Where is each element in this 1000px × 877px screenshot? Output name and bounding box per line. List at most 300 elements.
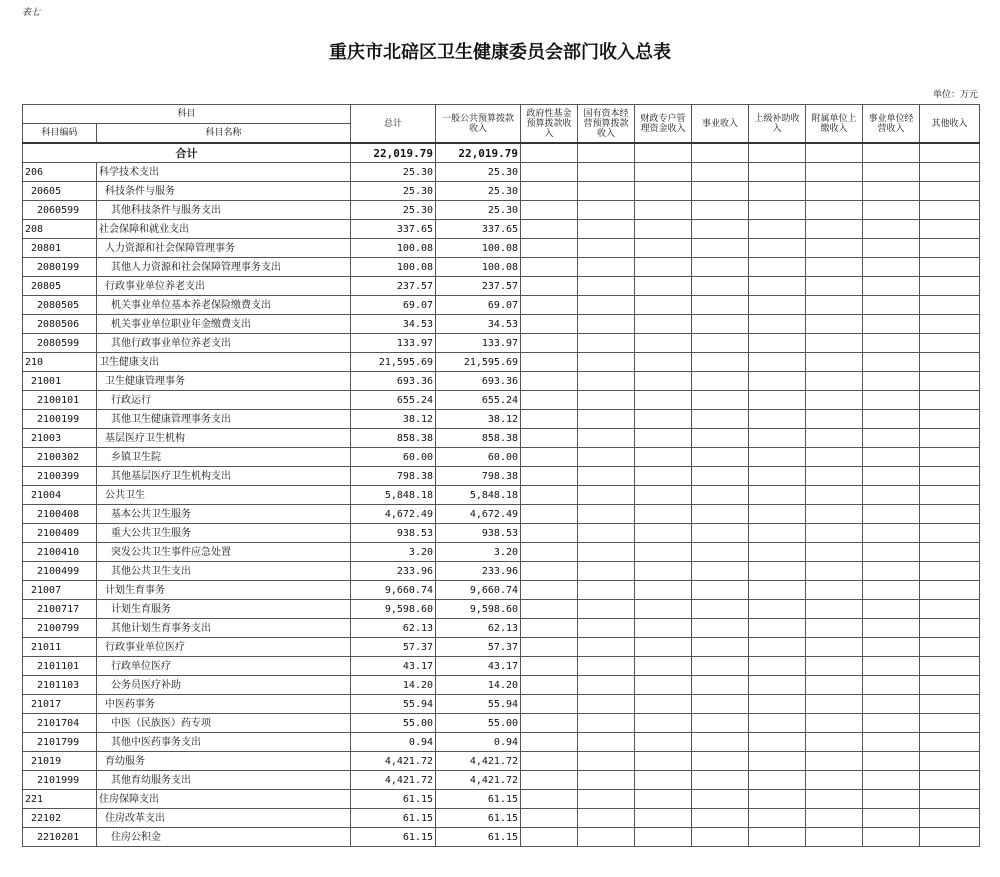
row-total: 55.94 bbox=[351, 695, 436, 714]
row-name: 卫生健康管理事务 bbox=[97, 372, 351, 391]
empty-cell bbox=[521, 657, 578, 676]
empty-cell bbox=[578, 790, 635, 809]
row-name: 基本公共卫生服务 bbox=[97, 505, 351, 524]
empty-cell bbox=[521, 315, 578, 334]
empty-cell bbox=[806, 182, 863, 201]
empty-cell bbox=[863, 391, 920, 410]
empty-cell bbox=[635, 581, 692, 600]
empty-cell bbox=[692, 790, 749, 809]
table-row bbox=[23, 809, 980, 828]
row-general: 43.17 bbox=[436, 657, 521, 676]
empty-cell bbox=[635, 163, 692, 182]
table-row bbox=[23, 410, 980, 429]
row-code: 20801 bbox=[23, 239, 97, 258]
empty-cell bbox=[521, 695, 578, 714]
empty-cell bbox=[635, 600, 692, 619]
row-name: 其他育幼服务支出 bbox=[97, 771, 351, 790]
empty-cell bbox=[635, 429, 692, 448]
empty-cell bbox=[692, 334, 749, 353]
empty-cell bbox=[635, 771, 692, 790]
empty-cell bbox=[920, 163, 980, 182]
row-total: 693.36 bbox=[351, 372, 436, 391]
row-name: 卫生健康支出 bbox=[97, 353, 351, 372]
empty-cell bbox=[749, 771, 806, 790]
empty-cell bbox=[635, 334, 692, 353]
empty-cell bbox=[920, 201, 980, 220]
empty-cell bbox=[863, 600, 920, 619]
empty-cell bbox=[806, 638, 863, 657]
empty-cell bbox=[692, 201, 749, 220]
empty-cell bbox=[920, 809, 980, 828]
header-affiliated-income: 附属单位上缴收入 bbox=[806, 105, 863, 144]
empty-cell bbox=[578, 505, 635, 524]
empty-cell bbox=[863, 676, 920, 695]
empty-cell bbox=[635, 562, 692, 581]
row-name: 住房公积金 bbox=[97, 828, 351, 847]
row-name: 机关事业单位基本养老保险缴费支出 bbox=[97, 296, 351, 315]
row-code: 20605 bbox=[23, 182, 97, 201]
row-general: 337.65 bbox=[436, 220, 521, 239]
empty-cell bbox=[749, 600, 806, 619]
empty-cell bbox=[749, 315, 806, 334]
row-name: 公务员医疗补助 bbox=[97, 676, 351, 695]
row-name: 科学技术支出 bbox=[97, 163, 351, 182]
row-name: 科技条件与服务 bbox=[97, 182, 351, 201]
empty-cell bbox=[749, 296, 806, 315]
empty-cell bbox=[692, 695, 749, 714]
row-general: 55.00 bbox=[436, 714, 521, 733]
row-total: 21,595.69 bbox=[351, 353, 436, 372]
table-row bbox=[23, 182, 980, 201]
empty-cell bbox=[749, 372, 806, 391]
row-general: 5,848.18 bbox=[436, 486, 521, 505]
empty-cell bbox=[521, 600, 578, 619]
empty-cell bbox=[749, 619, 806, 638]
row-total: 25.30 bbox=[351, 163, 436, 182]
empty-cell bbox=[863, 277, 920, 296]
row-total: 3.20 bbox=[351, 543, 436, 562]
empty-cell bbox=[578, 353, 635, 372]
empty-cell bbox=[920, 562, 980, 581]
row-name: 基层医疗卫生机构 bbox=[97, 429, 351, 448]
total-general: 22,019.79 bbox=[436, 143, 521, 163]
empty-cell bbox=[578, 182, 635, 201]
empty-cell bbox=[692, 752, 749, 771]
empty-cell bbox=[863, 619, 920, 638]
empty-cell bbox=[863, 334, 920, 353]
empty-cell bbox=[692, 486, 749, 505]
row-code: 21001 bbox=[23, 372, 97, 391]
empty-cell bbox=[635, 828, 692, 847]
empty-cell bbox=[749, 258, 806, 277]
empty-cell bbox=[863, 524, 920, 543]
empty-cell bbox=[920, 258, 980, 277]
empty-cell bbox=[863, 163, 920, 182]
empty-cell bbox=[749, 809, 806, 828]
empty-cell bbox=[920, 790, 980, 809]
row-total: 62.13 bbox=[351, 619, 436, 638]
empty-cell bbox=[521, 562, 578, 581]
empty-cell bbox=[806, 315, 863, 334]
empty-cell bbox=[806, 353, 863, 372]
empty-cell bbox=[521, 296, 578, 315]
empty-cell bbox=[521, 524, 578, 543]
empty-cell bbox=[920, 581, 980, 600]
empty-cell bbox=[806, 258, 863, 277]
empty-cell bbox=[863, 353, 920, 372]
empty-cell bbox=[863, 505, 920, 524]
header-name: 科目名称 bbox=[97, 124, 351, 144]
empty-cell bbox=[692, 638, 749, 657]
table-row bbox=[23, 828, 980, 847]
empty-cell bbox=[920, 486, 980, 505]
row-name: 其他人力资源和社会保障管理事务支出 bbox=[97, 258, 351, 277]
empty-cell bbox=[578, 695, 635, 714]
empty-cell bbox=[635, 505, 692, 524]
row-general: 237.57 bbox=[436, 277, 521, 296]
table-row bbox=[23, 505, 980, 524]
table-row bbox=[23, 562, 980, 581]
empty-cell bbox=[635, 543, 692, 562]
row-total: 4,421.72 bbox=[351, 771, 436, 790]
empty-cell bbox=[692, 372, 749, 391]
empty-cell bbox=[920, 448, 980, 467]
empty-cell bbox=[920, 315, 980, 334]
row-total: 25.30 bbox=[351, 201, 436, 220]
empty-cell bbox=[806, 296, 863, 315]
row-total: 133.97 bbox=[351, 334, 436, 353]
row-total: 4,421.72 bbox=[351, 752, 436, 771]
empty-cell bbox=[863, 201, 920, 220]
empty-cell bbox=[692, 467, 749, 486]
empty-cell bbox=[806, 239, 863, 258]
empty-cell bbox=[806, 733, 863, 752]
empty-cell bbox=[920, 619, 980, 638]
empty-cell bbox=[863, 771, 920, 790]
empty-cell bbox=[578, 258, 635, 277]
empty-cell bbox=[635, 714, 692, 733]
row-total: 655.24 bbox=[351, 391, 436, 410]
row-name: 育幼服务 bbox=[97, 752, 351, 771]
row-code: 2101103 bbox=[23, 676, 97, 695]
empty-cell bbox=[920, 277, 980, 296]
row-total: 61.15 bbox=[351, 828, 436, 847]
row-general: 62.13 bbox=[436, 619, 521, 638]
row-code: 2210201 bbox=[23, 828, 97, 847]
empty-cell bbox=[692, 657, 749, 676]
row-general: 57.37 bbox=[436, 638, 521, 657]
row-general: 21,595.69 bbox=[436, 353, 521, 372]
empty-cell bbox=[749, 676, 806, 695]
empty-cell bbox=[806, 828, 863, 847]
empty-cell bbox=[635, 372, 692, 391]
empty-cell bbox=[692, 182, 749, 201]
empty-cell bbox=[635, 619, 692, 638]
row-general: 0.94 bbox=[436, 733, 521, 752]
empty-cell bbox=[692, 619, 749, 638]
row-general: 60.00 bbox=[436, 448, 521, 467]
table-row bbox=[23, 733, 980, 752]
empty-cell bbox=[749, 695, 806, 714]
row-general: 38.12 bbox=[436, 410, 521, 429]
empty-cell bbox=[578, 239, 635, 258]
empty-cell bbox=[920, 600, 980, 619]
empty-cell bbox=[806, 600, 863, 619]
empty-cell bbox=[806, 334, 863, 353]
row-general: 233.96 bbox=[436, 562, 521, 581]
row-general: 100.08 bbox=[436, 239, 521, 258]
row-total: 69.07 bbox=[351, 296, 436, 315]
empty-cell bbox=[635, 239, 692, 258]
empty-cell bbox=[635, 258, 692, 277]
row-name: 机关事业单位职业年金缴费支出 bbox=[97, 315, 351, 334]
header-state-capital: 国有资本经营预算拨款收入 bbox=[578, 105, 635, 144]
empty-cell bbox=[692, 600, 749, 619]
empty-cell bbox=[920, 239, 980, 258]
empty-cell bbox=[578, 638, 635, 657]
empty-cell bbox=[749, 562, 806, 581]
empty-cell bbox=[578, 372, 635, 391]
empty-cell bbox=[692, 562, 749, 581]
row-code: 2100408 bbox=[23, 505, 97, 524]
row-total: 38.12 bbox=[351, 410, 436, 429]
empty-cell bbox=[521, 277, 578, 296]
row-total: 61.15 bbox=[351, 790, 436, 809]
row-total: 337.65 bbox=[351, 220, 436, 239]
empty-cell bbox=[863, 695, 920, 714]
row-name: 住房改革支出 bbox=[97, 809, 351, 828]
empty-cell bbox=[692, 448, 749, 467]
empty-cell bbox=[578, 448, 635, 467]
empty-cell bbox=[635, 752, 692, 771]
row-general: 69.07 bbox=[436, 296, 521, 315]
empty-cell bbox=[920, 733, 980, 752]
row-name: 行政事业单位养老支出 bbox=[97, 277, 351, 296]
empty-cell bbox=[521, 239, 578, 258]
empty-cell bbox=[521, 163, 578, 182]
empty-cell bbox=[578, 334, 635, 353]
empty-cell bbox=[920, 220, 980, 239]
table-row bbox=[23, 277, 980, 296]
empty-cell bbox=[521, 448, 578, 467]
empty-cell bbox=[749, 163, 806, 182]
table-row bbox=[23, 201, 980, 220]
empty-cell bbox=[578, 771, 635, 790]
row-name: 行政事业单位医疗 bbox=[97, 638, 351, 657]
empty-cell bbox=[578, 809, 635, 828]
row-total: 43.17 bbox=[351, 657, 436, 676]
empty-cell bbox=[863, 315, 920, 334]
empty-cell bbox=[806, 448, 863, 467]
header-operating-income: 事业单位经营收入 bbox=[863, 105, 920, 144]
empty-cell bbox=[578, 657, 635, 676]
empty-cell bbox=[578, 676, 635, 695]
empty-cell bbox=[521, 429, 578, 448]
empty-cell bbox=[749, 505, 806, 524]
row-general: 133.97 bbox=[436, 334, 521, 353]
row-total: 798.38 bbox=[351, 467, 436, 486]
empty-cell bbox=[692, 714, 749, 733]
empty-cell bbox=[806, 771, 863, 790]
empty-cell bbox=[863, 543, 920, 562]
empty-cell bbox=[521, 258, 578, 277]
empty-cell bbox=[578, 828, 635, 847]
row-code: 21011 bbox=[23, 638, 97, 657]
empty-cell bbox=[521, 410, 578, 429]
row-name: 其他卫生健康管理事务支出 bbox=[97, 410, 351, 429]
empty-cell bbox=[521, 334, 578, 353]
empty-cell bbox=[521, 467, 578, 486]
empty-cell bbox=[863, 467, 920, 486]
header-gov-fund: 政府性基金预算拨款收入 bbox=[521, 105, 578, 144]
header-general-budget: 一般公共预算拨款收入 bbox=[436, 105, 521, 144]
empty-cell bbox=[692, 828, 749, 847]
empty-cell bbox=[521, 581, 578, 600]
table-row bbox=[23, 676, 980, 695]
row-code: 2080506 bbox=[23, 315, 97, 334]
table-row bbox=[23, 315, 980, 334]
empty-cell bbox=[863, 562, 920, 581]
row-general: 14.20 bbox=[436, 676, 521, 695]
page-title: 重庆市北碚区卫生健康委员会部门收入总表 bbox=[329, 42, 671, 63]
empty-cell bbox=[749, 277, 806, 296]
empty-cell bbox=[578, 277, 635, 296]
empty-cell bbox=[806, 562, 863, 581]
empty-cell bbox=[863, 752, 920, 771]
row-name: 其他中医药事务支出 bbox=[97, 733, 351, 752]
row-code: 2100409 bbox=[23, 524, 97, 543]
empty-cell bbox=[806, 695, 863, 714]
empty-cell bbox=[749, 467, 806, 486]
empty-cell bbox=[692, 391, 749, 410]
empty-cell bbox=[920, 410, 980, 429]
empty-cell bbox=[635, 315, 692, 334]
empty-cell bbox=[692, 733, 749, 752]
empty-cell bbox=[920, 372, 980, 391]
empty-cell bbox=[749, 638, 806, 657]
empty-cell bbox=[920, 752, 980, 771]
empty-cell bbox=[578, 296, 635, 315]
empty-cell bbox=[692, 429, 749, 448]
table-row bbox=[23, 543, 980, 562]
empty-cell bbox=[578, 752, 635, 771]
row-general: 25.30 bbox=[436, 163, 521, 182]
empty-cell bbox=[749, 581, 806, 600]
empty-cell bbox=[521, 733, 578, 752]
empty-cell bbox=[920, 334, 980, 353]
row-code: 20805 bbox=[23, 277, 97, 296]
empty-cell bbox=[692, 505, 749, 524]
empty-cell bbox=[749, 448, 806, 467]
empty-cell bbox=[806, 714, 863, 733]
row-general: 798.38 bbox=[436, 467, 521, 486]
empty-cell bbox=[749, 429, 806, 448]
row-code: 2100410 bbox=[23, 543, 97, 562]
row-name: 其他计划生育事务支出 bbox=[97, 619, 351, 638]
row-code: 2080199 bbox=[23, 258, 97, 277]
empty-cell bbox=[863, 258, 920, 277]
empty-cell bbox=[692, 771, 749, 790]
table-row bbox=[23, 581, 980, 600]
empty-cell bbox=[806, 486, 863, 505]
empty-cell bbox=[578, 391, 635, 410]
empty-cell bbox=[920, 182, 980, 201]
empty-cell bbox=[863, 638, 920, 657]
row-general: 4,421.72 bbox=[436, 771, 521, 790]
empty-cell bbox=[806, 752, 863, 771]
table-row bbox=[23, 334, 980, 353]
empty-cell bbox=[806, 619, 863, 638]
empty-cell bbox=[635, 695, 692, 714]
row-code: 206 bbox=[23, 163, 97, 182]
empty-cell bbox=[863, 239, 920, 258]
empty-cell bbox=[692, 809, 749, 828]
table-row bbox=[23, 657, 980, 676]
header-code: 科目编码 bbox=[23, 124, 97, 144]
empty-cell bbox=[806, 676, 863, 695]
row-general: 693.36 bbox=[436, 372, 521, 391]
empty-cell bbox=[635, 638, 692, 657]
row-name: 行政运行 bbox=[97, 391, 351, 410]
row-total: 57.37 bbox=[351, 638, 436, 657]
empty-cell bbox=[692, 258, 749, 277]
empty-cell bbox=[635, 467, 692, 486]
empty-cell bbox=[692, 239, 749, 258]
table-row bbox=[23, 467, 980, 486]
empty-cell bbox=[749, 201, 806, 220]
empty-cell bbox=[635, 809, 692, 828]
empty-cell bbox=[863, 809, 920, 828]
empty-cell bbox=[863, 182, 920, 201]
row-total: 9,598.60 bbox=[351, 600, 436, 619]
row-general: 25.30 bbox=[436, 201, 521, 220]
empty-cell bbox=[692, 220, 749, 239]
empty-cell bbox=[863, 657, 920, 676]
row-name: 计划生育事务 bbox=[97, 581, 351, 600]
row-general: 938.53 bbox=[436, 524, 521, 543]
header-other-income: 其他收入 bbox=[920, 105, 980, 144]
empty-cell bbox=[578, 524, 635, 543]
unit-label: 单位：万元 bbox=[932, 90, 978, 100]
empty-cell bbox=[578, 600, 635, 619]
empty-cell bbox=[692, 277, 749, 296]
row-general: 9,598.60 bbox=[436, 600, 521, 619]
row-code: 21017 bbox=[23, 695, 97, 714]
empty-cell bbox=[578, 410, 635, 429]
row-code: 221 bbox=[23, 790, 97, 809]
row-name: 社会保障和就业支出 bbox=[97, 220, 351, 239]
empty-cell bbox=[521, 771, 578, 790]
row-name: 人力资源和社会保障管理事务 bbox=[97, 239, 351, 258]
empty-cell bbox=[692, 543, 749, 562]
row-total: 4,672.49 bbox=[351, 505, 436, 524]
empty-cell bbox=[863, 581, 920, 600]
row-total: 100.08 bbox=[351, 239, 436, 258]
row-code: 210 bbox=[23, 353, 97, 372]
row-code: 208 bbox=[23, 220, 97, 239]
empty-cell bbox=[863, 486, 920, 505]
empty-cell bbox=[806, 201, 863, 220]
row-code: 2100717 bbox=[23, 600, 97, 619]
header-subject: 科目 bbox=[23, 105, 351, 124]
empty-cell bbox=[749, 524, 806, 543]
empty-cell bbox=[635, 182, 692, 201]
empty-cell bbox=[749, 790, 806, 809]
empty-cell bbox=[749, 220, 806, 239]
row-total: 858.38 bbox=[351, 429, 436, 448]
row-total: 25.30 bbox=[351, 182, 436, 201]
empty-cell bbox=[578, 733, 635, 752]
